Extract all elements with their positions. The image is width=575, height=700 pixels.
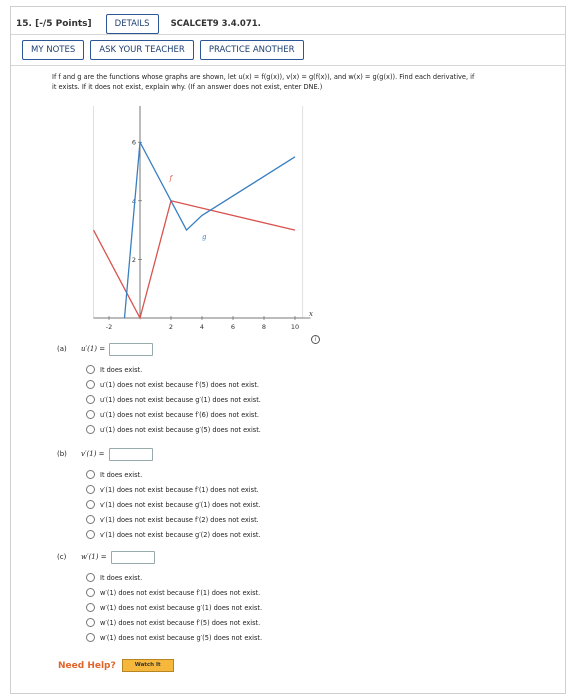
question-number: 15. [-/5 Points] — [16, 19, 92, 29]
radio-button[interactable] — [86, 380, 95, 389]
info-icon[interactable]: i — [311, 335, 320, 344]
radio-button[interactable] — [86, 365, 95, 374]
question-part — [57, 550, 262, 645]
x-tick-label: 8 — [261, 323, 267, 331]
y-tick-label: 2 — [131, 255, 136, 264]
option-label: It does exist. — [100, 365, 143, 374]
answer-options — [86, 362, 261, 437]
need-help-section — [58, 659, 174, 672]
f-curve — [94, 201, 296, 318]
g-curve — [125, 142, 296, 318]
option-item[interactable] — [86, 512, 261, 527]
graph-axes — [94, 106, 311, 318]
option-label: u′(1) does not exist because f′(6) does not exist. — [100, 410, 260, 419]
option-item[interactable] — [86, 497, 261, 512]
practice-another-button[interactable]: PRACTICE ANOTHER — [200, 40, 304, 60]
y-tick-label: 6 — [131, 138, 136, 147]
answer-options — [86, 467, 261, 542]
option-item[interactable] — [86, 407, 261, 422]
action-buttons — [22, 40, 304, 60]
x-tick-label: 10 — [290, 323, 300, 331]
radio-button[interactable] — [86, 603, 95, 612]
option-label: v′(1) does not exist because g′(1) does not exist. — [100, 500, 261, 509]
option-item[interactable] — [86, 482, 261, 497]
answer-input[interactable] — [111, 551, 155, 564]
function-graph — [85, 106, 325, 336]
option-label: It does exist. — [100, 573, 143, 582]
radio-button[interactable] — [86, 588, 95, 597]
need-help-label: Need Help? — [58, 660, 116, 671]
derivative-expression: w′(1) = — [81, 553, 107, 561]
graph-ticks — [106, 106, 299, 331]
x-tick-label: 6 — [230, 323, 236, 331]
option-item[interactable] — [86, 422, 261, 437]
part-label: (c) — [57, 553, 67, 561]
option-label: It does exist. — [100, 470, 143, 479]
question-part — [57, 447, 261, 542]
radio-button[interactable] — [86, 485, 95, 494]
option-label: u′(1) does not exist because g′(5) does not exist. — [100, 425, 261, 434]
option-item[interactable] — [86, 467, 261, 482]
divider — [11, 34, 566, 35]
option-item[interactable] — [86, 570, 262, 585]
option-label: w′(1) does not exist because f′(5) does not exist. — [100, 618, 261, 627]
divider — [11, 65, 566, 66]
option-label: u′(1) does not exist because g′(1) does not exist. — [100, 395, 261, 404]
answer-options — [86, 570, 262, 645]
x-tick-label: 2 — [168, 323, 174, 331]
radio-button[interactable] — [86, 573, 95, 582]
x-tick-label: -2 — [105, 323, 113, 331]
my-notes-button[interactable]: MY NOTES — [22, 40, 84, 60]
option-item[interactable] — [86, 600, 262, 615]
radio-button[interactable] — [86, 410, 95, 419]
details-button[interactable]: DETAILS — [106, 14, 159, 34]
option-item[interactable] — [86, 585, 262, 600]
radio-button[interactable] — [86, 515, 95, 524]
question-line-2: it exists. If it does not exist, explain why. (If an answer does not exist, enter DNE.) — [52, 83, 323, 91]
answer-input[interactable] — [109, 448, 153, 461]
question-header — [16, 14, 261, 34]
answer-input[interactable] — [109, 343, 153, 356]
graph-frame — [94, 106, 303, 318]
g-label: g — [202, 232, 207, 241]
x-axis-label: x — [308, 310, 313, 318]
radio-button[interactable] — [86, 530, 95, 539]
question-code: SCALCET9 3.4.071. — [170, 19, 261, 29]
option-item[interactable] — [86, 377, 261, 392]
option-label: v′(1) does not exist because g′(2) does not exist. — [100, 530, 261, 539]
derivative-expression: u′(1) = — [81, 345, 106, 353]
radio-button[interactable] — [86, 425, 95, 434]
option-item[interactable] — [86, 527, 261, 542]
part-header — [57, 550, 262, 564]
option-label: w′(1) does not exist because g′(5) does not exist. — [100, 633, 263, 642]
ask-teacher-button[interactable]: ASK YOUR TEACHER — [90, 40, 194, 60]
radio-button[interactable] — [86, 618, 95, 627]
option-label: w′(1) does not exist because g′(1) does not exist. — [100, 603, 263, 612]
radio-button[interactable] — [86, 633, 95, 642]
part-header — [57, 447, 261, 461]
option-item[interactable] — [86, 615, 262, 630]
derivative-expression: v′(1) = — [81, 450, 105, 458]
option-item[interactable] — [86, 362, 261, 377]
option-label: v′(1) does not exist because f′(1) does not exist. — [100, 485, 259, 494]
question-line-1: If f and g are the functions whose graphs are shown, let u(x) = f(g(x)), v(x) = g(f(x)), and w(x) = g(g(x)). Find each derivative, if — [52, 73, 475, 81]
question-part — [57, 342, 261, 437]
part-header — [57, 342, 261, 356]
radio-button[interactable] — [86, 470, 95, 479]
part-label: (b) — [57, 450, 67, 458]
option-label: v′(1) does not exist because f′(2) does not exist. — [100, 515, 259, 524]
watch-it-button[interactable]: Watch It — [122, 659, 174, 672]
part-label: (a) — [57, 345, 67, 353]
option-label: w′(1) does not exist because f′(1) does not exist. — [100, 588, 261, 597]
f-label: f — [169, 174, 173, 183]
graph-grid — [94, 106, 303, 318]
radio-button[interactable] — [86, 395, 95, 404]
question-text — [52, 72, 557, 92]
x-tick-label: 4 — [199, 323, 205, 331]
radio-button[interactable] — [86, 500, 95, 509]
option-item[interactable] — [86, 630, 262, 645]
option-label: u′(1) does not exist because f′(5) does not exist. — [100, 380, 260, 389]
y-tick-label: 4 — [131, 197, 136, 206]
option-item[interactable] — [86, 392, 261, 407]
